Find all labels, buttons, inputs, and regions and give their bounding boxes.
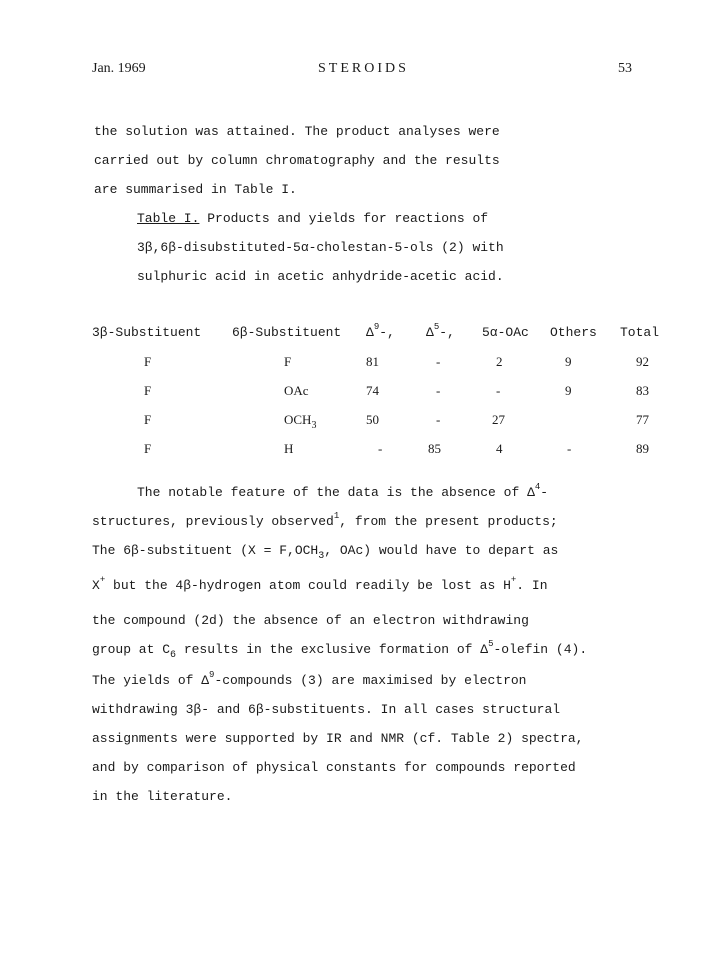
cell-6b-text: OAc: [284, 383, 309, 398]
delta-symbol: Δ: [426, 325, 434, 340]
text: The yields of Δ: [92, 673, 210, 688]
cell-d9: 81: [366, 354, 379, 369]
delta9-superscript: 9: [373, 322, 380, 332]
table-caption-line-3: sulphuric acid in acetic anhydride-acetic acid.: [137, 269, 504, 284]
para1-line-1: the solution was attained. The product analyses were: [94, 124, 500, 139]
text: -: [540, 485, 549, 500]
col-header-total: Total: [620, 325, 660, 340]
subscript: 3: [318, 551, 325, 562]
cell-oac: 2: [496, 354, 503, 369]
para2-line-1: [137, 482, 549, 500]
cell-oac: -: [496, 383, 501, 398]
cell-6b-text: F: [284, 354, 292, 369]
cell-6b-subscript: 3: [311, 420, 317, 431]
col-header-5a-oac: 5α-OAc: [482, 325, 529, 340]
superscript: +: [510, 575, 517, 585]
cell-total: 83: [636, 383, 649, 398]
cell-d5: 85: [428, 441, 441, 456]
header-date: Jan. 1969: [92, 61, 146, 76]
para2-line-10: and by comparison of physical constants for compounds reported: [92, 760, 576, 775]
para2-line-5: the compound (2d) the absence of an electron withdrawing: [92, 613, 529, 628]
superscript: 4: [534, 482, 541, 492]
para2-line-7: [92, 670, 527, 688]
cell-total: 77: [636, 412, 649, 427]
subscript: 6: [170, 650, 177, 661]
delta5-tail: -,: [439, 325, 455, 340]
text: The 6β-substituent (X = F,OCH: [92, 543, 319, 558]
cell-d9: 50: [366, 412, 379, 427]
cell-d5: -: [436, 383, 441, 398]
cell-oac: 27: [492, 412, 505, 427]
para2-line-8: withdrawing 3β- and 6β-substituents. In all cases structural: [92, 702, 561, 717]
cell-3b: F: [144, 412, 152, 427]
para1-line-3: are summarised in Table I.: [94, 182, 297, 197]
cell-d5: -: [436, 412, 441, 427]
text: , from the present products;: [339, 514, 558, 529]
cell-6b-text: H: [284, 441, 294, 456]
cell-others: 9: [565, 354, 572, 369]
text: . In: [516, 578, 548, 593]
cell-others: 9: [565, 383, 572, 398]
para1-line-2: carried out by column chromatography and the results: [94, 153, 500, 168]
delta5-superscript: 5: [433, 322, 440, 332]
text: , OAc) would have to depart as: [324, 543, 559, 558]
footnote-ref: 1: [333, 511, 340, 521]
para2-line-6: [92, 639, 588, 661]
col-header-others: Others: [550, 325, 597, 340]
text: X: [92, 578, 100, 593]
text: -compounds (3) are maximised by electron: [214, 673, 527, 688]
para2-line-11: in the literature.: [92, 789, 233, 804]
table-caption-text: Products and yields for reactions of: [199, 211, 489, 226]
cell-oac: 4: [496, 441, 503, 456]
page-number: 53: [618, 61, 632, 76]
header-journal: STEROIDS: [318, 61, 409, 76]
cell-d5: -: [436, 354, 441, 369]
superscript: 5: [488, 639, 494, 649]
para2-line-4: [92, 575, 548, 593]
cell-6b: [284, 383, 309, 399]
table-caption-line-1: [137, 211, 488, 226]
cell-6b: [284, 354, 291, 370]
col-header-6b: 6β-Substituent: [232, 325, 342, 340]
text: group at C: [92, 642, 171, 657]
cell-3b: F: [144, 383, 152, 398]
cell-total: 92: [636, 354, 649, 369]
cell-3b: F: [144, 354, 152, 369]
col-header-delta9: [366, 322, 395, 340]
cell-6b-text: OCH: [284, 412, 312, 427]
cell-d9: -: [378, 441, 383, 456]
delta-symbol: Δ: [366, 325, 374, 340]
text: The notable feature of the data is the absence of Δ: [137, 485, 535, 500]
superscript: 9: [209, 670, 215, 680]
text: results in the exclusive formation of Δ: [176, 642, 489, 657]
cell-6b: [284, 412, 317, 431]
table-caption-line-2: 3β,6β-disubstituted-5α-cholestan-5-ols (2) with: [137, 240, 504, 255]
cell-3b: F: [144, 441, 152, 456]
para2-line-2: [92, 511, 558, 529]
cell-6b: [284, 441, 293, 457]
text: -olefin (4).: [493, 642, 588, 657]
cell-total: 89: [636, 441, 649, 456]
col-header-delta5: [426, 322, 455, 340]
col-header-3b: 3β-Substituent: [92, 325, 202, 340]
table-caption-label: Table I.: [137, 211, 200, 226]
para2-line-9: assignments were supported by IR and NMR (cf. Table 2) spectra,: [92, 731, 584, 746]
para2-line-3: [92, 543, 559, 562]
cell-others: -: [567, 441, 572, 456]
text: structures, previously observed: [92, 514, 334, 529]
text: but the 4β-hydrogen atom could readily be lost as H: [105, 578, 511, 593]
delta9-tail: -,: [379, 325, 395, 340]
cell-d9: 74: [366, 383, 379, 398]
superscript: +: [99, 575, 106, 585]
